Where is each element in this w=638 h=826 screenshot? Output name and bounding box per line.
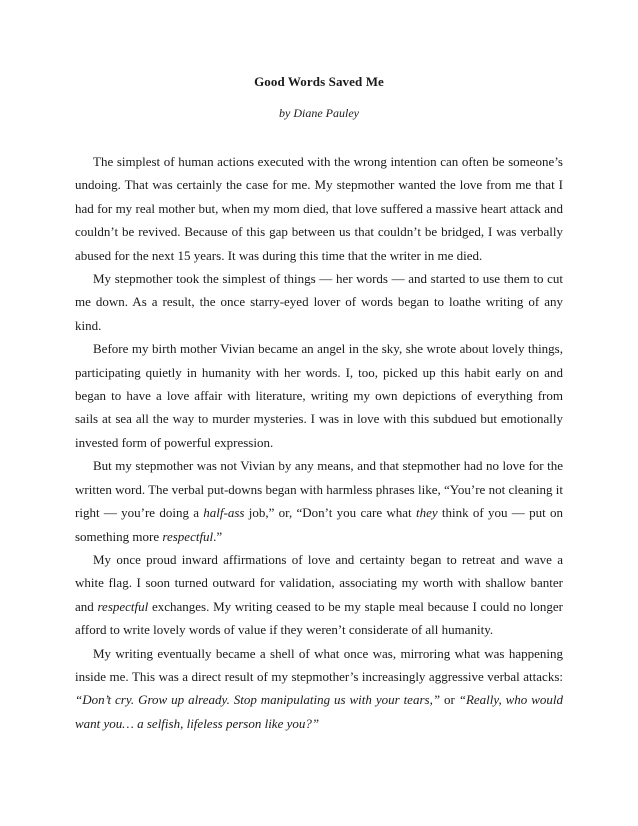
body-paragraph bbox=[75, 150, 563, 267]
text-span: My stepmother took the simplest of things — her words — and started to use them to cut me down. As a result, the once starry-eyed lover of words began to loathe writing of any kind. bbox=[75, 271, 563, 333]
text-span: But my stepmother was not Vivian by any means, and that stepmother had no love for the written word. The verbal put-downs began with harmless phrases like, “You’re not cleaning it right — you’re doing a bbox=[75, 458, 563, 521]
text-span: or bbox=[440, 692, 459, 708]
text-span: Before my birth mother Vivian became an angel in the sky, she wrote about lovely things, participating quietly in humanity with her words. I, too, picked up this habit early on and began to have a love affair with literature, writing my own depictions of everything from sails at sea all the way to murder mysteries. I was in love with this subdued but emotionally invested form of powerful expression. bbox=[75, 341, 563, 450]
body-paragraph bbox=[75, 337, 563, 454]
body-paragraph bbox=[75, 642, 563, 736]
document-byline: by Diane Pauley bbox=[279, 106, 359, 120]
italic-text-span: “Don’t cry. Grow up already. Stop manipulating us with your tears,” bbox=[75, 692, 441, 708]
body-paragraph bbox=[75, 454, 563, 548]
document-body bbox=[75, 150, 563, 735]
body-paragraph bbox=[75, 267, 563, 337]
text-span: .” bbox=[213, 528, 223, 544]
body-paragraph bbox=[75, 548, 563, 642]
italic-text-span: respectful bbox=[162, 528, 214, 544]
text-span: exchanges. My writing ceased to be my staple meal because I could no longer afford to write lovely words of value if they weren’t considerate of all humanity. bbox=[75, 598, 563, 638]
italic-text-span: respectful bbox=[97, 598, 149, 614]
document-title: Good Words Saved Me bbox=[254, 74, 384, 89]
text-span: think of you — put on something more bbox=[75, 505, 563, 544]
italic-text-span: “Really, who would want you… a selfish, lifeless person like you?” bbox=[75, 692, 563, 731]
text-span: My once proud inward affirmations of love and certainty began to retreat and wave a white flag. I soon turned outward for validation, associating my worth with shallow banter and bbox=[75, 551, 563, 614]
italic-text-span: they bbox=[415, 505, 438, 521]
text-span: The simplest of human actions executed with the wrong intention can often be someone’s undoing. That was certainly the case for me. My stepmother wanted the love from me that I had for my real mother but, when my mom died, that love suffered a massive heart attack and couldn’t be revived. Because of this gap between us that couldn’t be bridged, I was verbally abused for the next 15 years. It was during this time that the writer in me died. bbox=[75, 154, 563, 263]
text-span: job,” or, “Don’t you care what bbox=[244, 505, 416, 521]
italic-text-span: half-ass bbox=[203, 505, 245, 521]
text-span: My writing eventually became a shell of what once was, mirroring what was happening inside me. This was a direct result of my stepmother’s increasingly aggressive verbal attacks: bbox=[75, 645, 563, 684]
